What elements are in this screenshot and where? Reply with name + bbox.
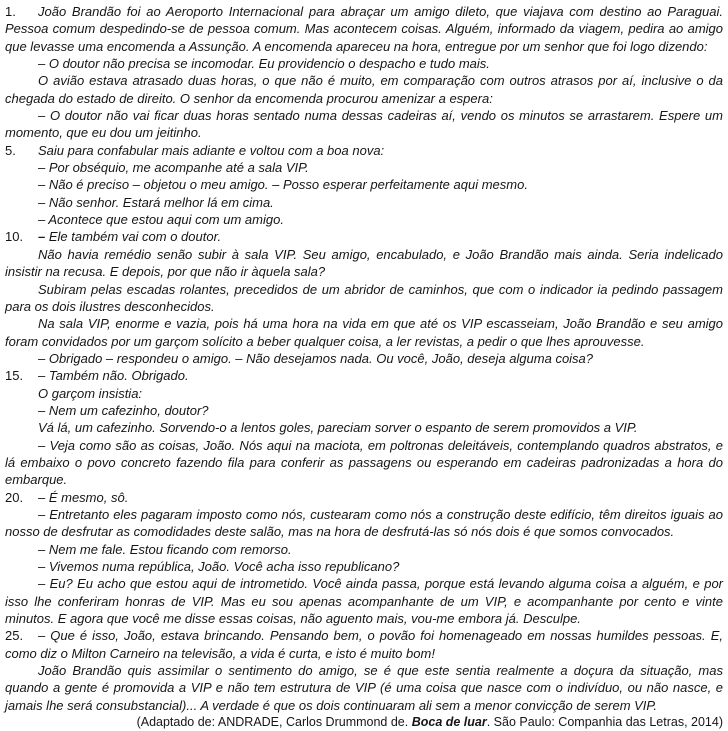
- paragraph-text: – Que é isso, João, estava brincando. Pensando bem, o povão foi homenageado em nossas humildes pessoas. E, como diz o Milton Carneiro na televisão, a vida é curta, e isto é muito bom!: [5, 628, 723, 661]
- paragraph-text: – Vivemos numa república, João. Você acha isso republicano?: [38, 559, 400, 574]
- paragraph: [5, 489, 723, 506]
- line-number: 5.: [5, 142, 16, 158]
- paragraph: [5, 159, 723, 176]
- paragraph-text: – Nem me fale. Estou ficando com remorso.: [38, 541, 292, 557]
- paragraph: [5, 506, 723, 541]
- text-body: [5, 3, 723, 714]
- line-number: 15.: [5, 368, 24, 384]
- citation: [5, 714, 723, 731]
- paragraph-text: – Não senhor. Estará melhor lá em cima.: [38, 194, 274, 210]
- paragraph-text: – Veja como são as coisas, João. Nós aqui na maciota, em poltronas deleitáveis, contemplando quadros abstratos, e lá embaixo o povo concreto fazendo fila para conferir as passagens ou esperando em cadeiras padronizadas a hora do embarque.: [5, 437, 723, 488]
- paragraph: [5, 107, 723, 142]
- paragraph: [5, 385, 723, 402]
- paragraph: [5, 419, 723, 436]
- paragraph-text: – O doutor não precisa se incomodar. Eu providencio o despacho e tudo mais.: [38, 56, 490, 72]
- paragraph: [5, 402, 723, 419]
- paragraph-text: Na sala VIP, enorme e vazia, pois há uma hora na vida em que até os VIP escasseiam, João Brandão e seu amigo foram convidados por um garçom solícito a beber qualquer coisa, a ler revistas, a pedir o que lhes aprouvesse.: [5, 316, 723, 349]
- paragraph-text: Ele também vai com o doutor.: [45, 229, 222, 245]
- paragraph-text: Saiu para confabular mais adiante e voltou com a boa nova:: [38, 142, 385, 158]
- line-number: 25.: [5, 628, 24, 644]
- citation-book-title: Boca de luar: [411, 715, 487, 730]
- paragraph: [5, 558, 723, 575]
- line-number: 20.: [5, 489, 24, 505]
- paragraph-text: – Entretanto eles pagaram imposto como nós, custearam como nós a construção deste edifício, têm direitos iguais ao nosso de desfrutar as comodidades deste salão, mas na hora de desfrutá-las só nós dois é que somos convocados.: [5, 506, 723, 540]
- paragraph: [5, 367, 723, 384]
- paragraph: [5, 350, 723, 367]
- citation-suffix: . São Paulo: Companhia das Letras, 2014): [486, 715, 723, 730]
- paragraph-text: – É mesmo, sô.: [38, 489, 129, 505]
- paragraph-text: – Também não. Obrigado.: [38, 368, 189, 384]
- paragraph: [5, 211, 723, 228]
- paragraph: [5, 575, 723, 627]
- paragraph-text: Subiram pelas escadas rolantes, precedidos de um abridor de caminhos, que com o indicador ia pedindo passagem para os dois ilustres desconhecidos.: [5, 281, 723, 314]
- paragraph: [5, 315, 723, 350]
- paragraph: [5, 194, 723, 211]
- citation-prefix: (Adaptado de: ANDRADE, Carlos Drummond de.: [136, 715, 412, 730]
- paragraph: [5, 541, 723, 558]
- paragraph: [5, 142, 723, 159]
- paragraph: [5, 627, 723, 662]
- paragraph: [5, 3, 723, 55]
- paragraph-text: O garçom insistia:: [38, 385, 143, 401]
- paragraph-text: – Não é preciso – objetou o meu amigo. – Posso esperar perfeitamente aqui mesmo.: [38, 177, 528, 193]
- paragraph: [5, 246, 723, 281]
- line-number: 10.: [5, 229, 24, 245]
- paragraph: [5, 176, 723, 193]
- paragraph-text: Vá lá, um cafezinho. Sorvendo-o a lentos goles, pareciam sorver o espanto de serem promovidos a VIP.: [38, 420, 638, 436]
- paragraph-text: Não havia remédio senão subir à sala VIP. Seu amigo, encabulado, e João Brandão mais ainda. Seria indelicado insistir na recusa. E depois, por que não ir àquela sala?: [5, 246, 723, 280]
- paragraph: [5, 72, 723, 107]
- paragraph-text: – Nem um cafezinho, doutor?: [38, 402, 209, 418]
- paragraph-text: – Acontece que estou aqui com um amigo.: [38, 212, 284, 228]
- paragraph: [5, 281, 723, 316]
- paragraph: [5, 662, 723, 714]
- paragraph-text: – O doutor não vai ficar duas horas sentado numa dessas cadeiras aí, vendo os minutos se arrastarem. Espere um momento, que eu dou um jeitinho.: [5, 108, 723, 141]
- bold-dash: –: [38, 229, 46, 245]
- paragraph-text: O avião estava atrasado duas horas, o que não é muito, em comparação com outros atrasos por aí, inclusive o da chegada do estado de direito. O senhor da encomenda procurou amenizar a espera:: [5, 73, 723, 106]
- paragraph-text: – Obrigado – respondeu o amigo. – Não desejamos nada. Ou você, João, deseja alguma coisa?: [38, 350, 594, 366]
- paragraph: [5, 55, 723, 72]
- paragraph-text: – Por obséquio, me acompanhe até a sala VIP.: [38, 160, 309, 176]
- paragraph: [5, 437, 723, 489]
- paragraph-text: João Brandão foi ao Aeroporto Internacional para abraçar um amigo dileto, que viajava com destino ao Paraguai. Pessoa comum despedindo-se de pessoa comum. Mas acontecem coisas. Alguém, informado da viagem, pedira ao amigo que levasse uma encomenda a Assunção. A encomenda apareceu na hora, entregue por um senhor que foi logo dizendo:: [5, 4, 723, 54]
- paragraph: [5, 228, 723, 245]
- paragraph-text: João Brandão quis assimilar o sentimento do amigo, se é que este sentia realmente a doçura da situação, mas quando a gente é promovida a VIP e não tem estrutura de VIP (é uma coisa que nasce com o indivíduo, ou não nasce, e jamais lhe será consubstancial)... A verdade é que os dois continuaram ali sem a menor convicção de serem VIP.: [5, 663, 723, 713]
- line-number: 1.: [5, 4, 16, 19]
- paragraph-text: – Eu? Eu acho que estou aqui de intrometido. Você ainda passa, porque está levando alguma coisa a alguém, e por isso lhe conferiram honras de VIP. Mas eu sou apenas acompanhante de um VIP, e acompanhante por cento e vinte minutos. E agora que você me disse essas coisas, não aguento mais, vou-me embora já. Desculpe.: [5, 576, 723, 627]
